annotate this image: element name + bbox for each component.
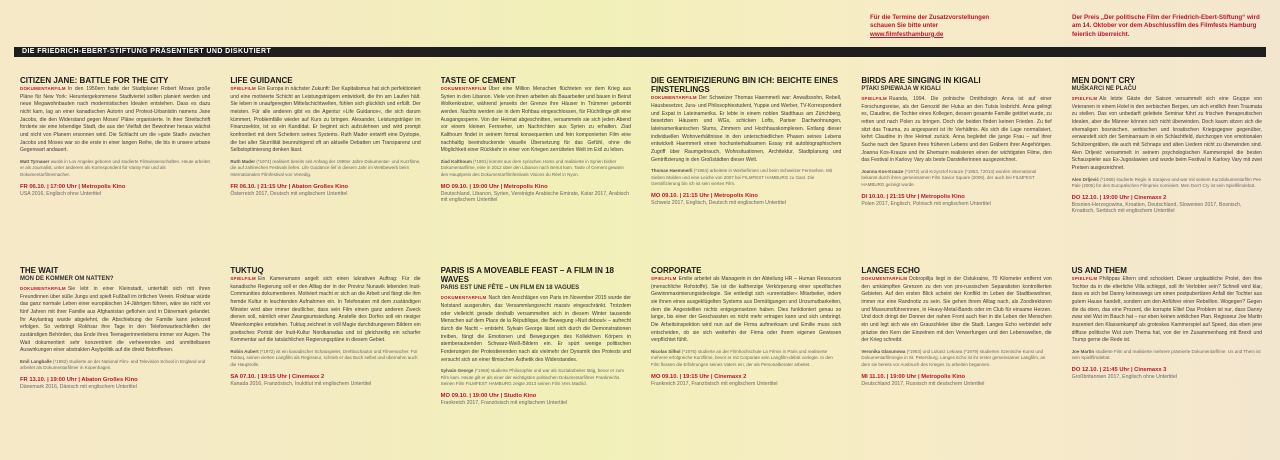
film-description (651, 95, 841, 164)
film-description-text: Sie lebt in einer Kleinstadt, unterhält sich mit ihren Freundinnen über süße Jungs und spielt Fußball im örtlichen Verein. Rokhsar würde das ganz normale Leben einer europäischen 14-Jährigen führen, wäre sie nicht vor fünf Jahren mit ihrer Familie aus Afghanistan geflohen und in Dänemark gelandet. Ihr Asylantrag wurde abgelehnt, die Abschiebung der Familie kann jederzeit erfolgen. So verbringt Rokhsar ihre Tage in den Telefonwarteschleifen der zuständigen Behörden, das Ende ihres Teenagerinnenlebens immer vor Augen. The Wait dokumentiert sehr konzentriert die verheerenden und unmittelbaren Auswirkungen einer abstrakten Asylpolitik auf die direkt Betroffenen. (20, 286, 211, 354)
director-name: Sylvain George (440, 368, 474, 374)
screening-time: MO 09.10. | 21:15 Uhr | Metropolis Kino (650, 192, 758, 199)
film-title: PARIS IS A MOVEABLE FEAST – A FILM IN 18 WAVES (440, 266, 615, 285)
film-entry (1072, 76, 1264, 262)
director-name: Emil Langballe (20, 358, 52, 364)
screening-time: DI 10.10. | 21:15 Uhr | Metropolis Kino (861, 193, 965, 200)
director-name: Ruth Mader (230, 158, 256, 164)
screening-time: FR 06.10. | 17:00 Uhr | Metropolis Kino (20, 183, 126, 190)
director-bio-text: studierte Film und realisierte mehrere prämierte Dokumentarfilme. Us and Them ist sein Spielfilmdebüt. (1071, 348, 1261, 361)
director-name: Robin Aubert (230, 348, 259, 354)
film-info: Deutschland, Libanon, Syrien, Vereinigte Arabische Emirate, Katar 2017, Arabisch mit englischem Untertitel (440, 190, 629, 203)
film-entry (861, 76, 1053, 262)
film-description-text: Als letzte Gäste der Saison versammelt sich eine Gruppe von Veteranen in einem Hotel in den serbischen Bergen, um sich endlich ihren Traumata zu stellen. Das von unbedarft geleitete Seminar führt zu frischen therapeutischen Idealen, aber die Männer können sich nicht überwinden. Doch kaum sitzen sich die ehemaligen bosnischen, serbischen und kroatischen Kriegsgegner gegenüber, verwandelt sich der Seminarraum in ein Schlachtfeld, durchzogen von emotionalen Schützengräben, die auch mit Schnaps und alten Liedern nicht zu überwinden sind. Alen Drljević versammelt in seinem psychologischen Kammerspiel die besten Schauspieler aus Ex-Jugoslawien und wurde beim Festival in Karlovy Vary mit zwei Preisen ausgezeichnet. (1071, 96, 1262, 171)
screening-time: MO 09.10. | 19:00 Uhr | Metropolis Kino (440, 183, 548, 190)
director-bio-text: (*1972) ist ein kanadischer Schauspieler, Drehbuchautor und Filmemacher. Für Tuktuq, seinen vierten Langfilm als Regisseur, schrieb er das Buch selbst und übernahm auch die Hauptrolle. (230, 348, 418, 367)
film-description (1072, 276, 1262, 345)
film-subtitle: PARIS EST UNE FÊTE – UN FILM EN 18 VAGUES (440, 285, 580, 292)
film-entry (20, 76, 212, 262)
film-description (20, 86, 210, 155)
director-bio-text: (*1968) studierte Philosophie und war als Sozialarbeiter tätig, bevor er zum Film kam. Heute gilt er als einer der wichtigsten politischen Dokumentarfilmer Frankreichs. Seinen Film FILMFEST HAMBURG zeigte 2013 seinen Film Vers Madrid. (440, 368, 625, 387)
director-bio-text: (*1982) studierte an der National Film- and Television School in England und arbeitet als Dokumentarfilmer in Kopenhagen. (20, 358, 206, 371)
film-title: CORPORATE (650, 266, 702, 275)
film-description (441, 295, 631, 364)
film-description-text: Ein Europa in nächster Zukunft: Der Kapitalismus hat sich perfektioniert und eine motivierte Schicht an Leistungsträgern entwickelt, die ihn am Laufen hält. Sie leben in unaufgeregten Mittelschichtwelten, fühlen sich glücklich und erfüllt. Der meisten. Für alle anderen gibt es die Agentur »Life Guidance«, die sich darum kümmert, Problemfälle wieder auf Kurs zu bringen. Alexander, Leistungsträger im Finanzsektor, ist so ein Kandidat. Er beginnt sich aufzulehnen und wird prompt konfrontiert mit dem Scheitern seines Systems. Ruth Mader entwirft eine Dystopie, die bei aller Skurrilität beunruhigend oft an aktuelle Debatten um Transparenz und Selbstoptimierung denken lässt. (230, 86, 421, 154)
film-title: TUKTUQ (230, 266, 264, 275)
notice-line: Für die Termine der Zusatzvorstellungen (870, 14, 990, 21)
film-title: LIFE GUIDANCE (230, 76, 293, 85)
film-description-text: Über eine Million Menschen flüchteten vor dem Krieg aus Syrien in den Libanon. Viele von ihnen arbeiten als Bauarbeiter und bauen in Beirut Wolkenkratzer, während jenseits der Grenze ihre Häuser in Trümmer gebombt werden. Nachts werden sie in dem Rohbau eingeschlossen, für Flüchtlinge gilt eine Ausgangssperre. Von der Heimat abgeschnitten, versammeln sie sich jeden Abend vor einem kleinen Fernseher, um Nachrichten aus Syrien zu erhalten. Ziad Kalthoum findet in seinem formal konsequenten und fein komponierten Film eine nachhaltig beeindruckende visuelle Übersetzung für das Gefühl, ohne die Möglichkeit einer Rückkehr in einer von Kriegen zerrütteten Welt im Exil zu leben. (440, 86, 631, 154)
director-name: Ziad Kalthoum (440, 158, 472, 164)
film-title: US AND THEM (1071, 266, 1127, 275)
screening-time: MO 09.10. | 19:00 Uhr | Studio Kino (440, 392, 537, 399)
film-entry (441, 266, 633, 452)
film-genre: DOKUMENTARFILM (440, 86, 487, 92)
film-genre: DOKUMENTARFILM (20, 86, 66, 92)
film-subtitle: MON DE KOMMER OM NATTEN? (20, 276, 114, 283)
director-bio (651, 168, 841, 188)
director-name: Veronika Glasunowa (861, 348, 906, 354)
film-entry (861, 266, 1053, 452)
film-genre: DOKUMENTARFILM (20, 286, 66, 292)
film-genre: DOKUMENTARFILM (861, 276, 908, 282)
director-bio (1072, 349, 1262, 362)
film-description (230, 276, 420, 345)
film-info: Frankreich 2017, Französisch mit englischem Untertitel (650, 380, 778, 387)
notice-text: Der Preis „Der politische Film der Friedrich-Ebert-Stiftung“ wird am 14. Oktober vor dem Abschlussfilm des Filmfests Hamburg feierlich überreicht. (1072, 14, 1260, 38)
director-name: Matt Tyrnauer (20, 158, 50, 164)
screening-time: MO 09.10. | 19:15 Uhr | Cinemaxx 2 (650, 373, 747, 380)
film-genre: DOKUMENTARFILM (440, 295, 487, 301)
film-info: Schweiz 2017, Englisch, Deutsch mit englischem Untertitel (650, 199, 786, 206)
director-bio-text: (*1964) arbeitete in Werbefirmen und beim Schweizer Fernsehen. Mit Sieben Mulden und eine Leiche von 2007 bei FILMFEST HAMBURG zu Gast. Die Gentrifizierung bin ich ist sein viertes Film. (650, 168, 832, 187)
screening-time: MI 11.10. | 19:00 Uhr | Metropolis Kino (861, 373, 966, 380)
film-info: Deutschland 2017, Russisch mit deutschem Untertitel (861, 380, 985, 387)
director-bio-text: (*1972) und Krzysztof Krauze (*1953, †2014) wurden international bekannt durch ihren gemeinsamen Film Savior Square (2006), der auch bei FILMFEST HAMBURG gezeigt wurde. (861, 168, 1037, 187)
film-description (441, 86, 631, 155)
film-subtitle: PTAKI SPIEWAJA W KIGALI (861, 86, 941, 93)
notice-award (1072, 14, 1262, 39)
screening-time: DO 12.10. | 19:00 Uhr | Cinemaxx 2 (1071, 194, 1167, 201)
film-title: THE WAIT (20, 266, 59, 275)
director-bio (441, 368, 631, 388)
screening-time: FR 13.10. | 19:00 Uhr | Abaton Großes Kino (20, 376, 138, 383)
screening-time: DO 12.10. | 21:45 Uhr | Cinemaxx 3 (1071, 366, 1167, 373)
director-bio-text: (*1976) studierte an der Filmhochschule La Fémis in Paris und realisierte mehrere erfolgreiche Kurzfilme, bevor er mit Corporate sein Langfilm-debüt vorlegte. In den Film flossen die Erfahrungen seines Vaters ein, der als Personalberater arbeitet. (650, 348, 833, 367)
film-genre: SPIELFILM (861, 96, 887, 102)
director-bio (20, 359, 210, 372)
director-bio (230, 159, 420, 179)
director-name: Joe Martin (1071, 348, 1095, 354)
film-description-text: Dobropillja liegt in der Ostukraine, 70 Kilometer entfernt von den umkämpften Grenzen zu den von pro-russischen Separatisten kontrollierten Gebieten. Auf den ersten Blick scheint der Konflikt im Leben der Stadtbewohner, immer nur eine Randnotiz zu sein. Sie gehen ihrem Alltag nach, als Zoodirektoren und Museumsführerinnen, in Heavy-Metal-Bands oder im Club für einsame Herzen. Und doch dringt der Donner der nahen Front auch hier in die Leben der Menschen ein und legt sich wie ein Grauschleier über die Stadt. Langes Echo verbindet sehr präzise den Kern der Einzelnen mit den Verwerfungen und den Lebenswelten, die der Krieg schreibt. (861, 276, 1052, 344)
director-bio-text: (*1974) realisiert bereits seit Anfang der 1990er Jahre Dokumentar- und Kurzfilme, die auf zahlreichen Festivals liefen. Life Guidance lief in diesem Jahr im Wettbewerb beim Internationalen Filmfestival von Venedig. (230, 158, 421, 177)
director-bio-text: (*1981) kommt aus dem syrischen Homs und realisierte in Syrien bisher Dokumentarfilme, eine in 2012 über den Libanon nach Beirut kam. Taste of Cement gewann den Hauptpreis des Dokumentarfilmfestivals Visions du Réel in Nyon. (440, 158, 624, 177)
notice-extra-screenings (870, 14, 1060, 39)
film-description-text: Nach den Anschlägen von Paris im November 2015 wurde der Notstand ausgerufen, das Versammlungsrecht massiv eingeschränkt. Trotzdem oder vielleicht gerade deshalb versammelten sich in diesem Winter tausende Menschen auf dem Place de la République, die Bewegung »Nuit debout« – aufrecht durch die Nacht – entsteht. Sylvain George lässt sich durch die Demonstrationen treiben, fängt die Emotionen und Bewegungen des Kollektiven Körpers in atemberaubenden Schwarz-Weiß-Bildern ein. Er spürt wenige politischen Forderungen der Protestierenden nach als vielmehr der Dynamik des Protests und versucht sich an einer filmischen Ästhetik des Widerstandes. (440, 295, 631, 363)
film-genre: SPIELFILM (230, 276, 256, 282)
film-description-text: In den 1950ern hatte der Stadtplaner Robert Moses große Pläne für New York: Heruntergekommene Stadtviertel sollten planiert werden und neue Megawohnbauten nach modernistischen Idealen entstehen. Dass es dazu nicht kam, lag an einer kanadischen Autorin und Protest-Urbanistin namens Jane Jacobs, die den Widerstand gegen Moses' Pläne organisierte. In ihrer Streitschrift forderte sie eine lebendige Stadt, die aus der Vielfalt der Bewohner heraus wächst und nicht von Planern ersonnen wird. Die Schlacht um die »gute Stadt« zwischen Jacobs und Moses war so die erste in einer langen Reihe, die bis in unsere urbane Gegenwart andauert. (20, 86, 211, 154)
film-info: Bosnien-Herzegowina, Kroatien, Deutschland, Slowenien 2017, Bosnisch, Kroatisch, Serbisch mit englischem Untertitel (1071, 201, 1242, 214)
film-genre: SPIELFILM (1071, 276, 1098, 282)
director-bio (1072, 177, 1262, 190)
film-entry (1072, 266, 1264, 452)
film-description (20, 286, 210, 355)
film-title: CITIZEN JANE: BATTLE FOR THE CITY (20, 76, 169, 85)
film-description (651, 276, 841, 345)
director-bio (230, 349, 420, 369)
film-title: TASTE OF CEMENT (440, 76, 516, 85)
film-description-text: Der Schweizer Thomas Haemmerli war: Anwaltssohn, Rebell, Hausbesetzer, Jura- und Philosophiestudent, Yuppie und Werber, TV-Korrespondent und Expat in Lateinamerika. Er lebte in einem noblen Stadthaus am Zürichberg, besetzten Häusern und WGs, schicken Lofts, Pariser Dachwohnungen, lateinamerikanischen Slums, Zimmern und Hochhauskomplexen. Entlang dieser individuellen Wohnverhältnisse in den unterschiedlichen Phasen seines Lebens entwickelt Haemmerli einen hochunterhaltsamen Essay mit autobiographischem Zugriff über Raumgebrauch, Wohnsituationen, Architektur, Stadtplanung und Gentrifizierung in den Großstädten dieser Welt. (650, 95, 842, 163)
film-info: Kanada 2016, Französisch, Inuktitut mit englischem Untertitel (230, 380, 372, 387)
film-subtitle: MUŠKARCI NE PLAČU (1071, 86, 1137, 93)
film-genre: DOKUMENTARFILM (650, 95, 697, 101)
film-description (230, 86, 420, 155)
film-description-text: Ruanda, 1994. Die polnische Ornithologin Anna ist auf einer Forschungsreise, als der Genozid der Hutus an den Tutsis losbricht. Anna gelingt es, Claudine, die Tochter eines Kollegen, dessen gesamte Familie getötet wurde, zu retten und nach Polen zu bringen. Doch die beiden finden keinen Frieden. Zu tief sitzt das Trauma, zu angespannt ist ihr Verhältnis. Als sich die Lage normalisiert, kehrt Claudine in ihre Heimat zurück. Anna begleitet die junge Frau – auf ihrer Suche nach den Spuren ihres früheren Lebens und den Gräbern ihrer Angehörigen. Joanna Kos-Krauze und ihr Ehemann realisieren einen der wichtigsten Filme, den das Festival in Karlovy Vary als beste Darstellerinnen ausgezeichnet. (861, 96, 1052, 164)
film-genre: SPIELFILM (230, 86, 256, 92)
film-title: MEN DON'T CRY (1071, 76, 1136, 85)
director-bio (651, 349, 841, 369)
film-entry (20, 266, 212, 452)
director-bio (441, 159, 631, 179)
film-info: Großbritannien 2017, Englisch ohne Untertitel (1071, 373, 1177, 380)
film-genre: SPIELFILM (1071, 96, 1098, 102)
film-title: DIE GENTRIFIZIERUNG BIN ICH: BEICHTE EINES FINSTERLINGS (650, 76, 839, 95)
director-name: Alen Drljević (1071, 176, 1099, 182)
screening-time: SA 07.10. | 19:15 Uhr | Cinemaxx 2 (230, 373, 325, 380)
director-name: Thomas Haemmerli (650, 168, 693, 174)
film-entry (651, 76, 843, 262)
director-name: Joanna Kos-Krauze (861, 168, 904, 174)
film-info: Dänemark 2016, Dänisch mit englischem Untertitel (20, 383, 137, 390)
director-bio (861, 169, 1051, 189)
director-bio (861, 349, 1051, 369)
film-info: Frankreich 2017, Französisch mit englischem Untertitel (440, 399, 568, 406)
director-bio-text: (*1983) und Lukasz Lekowa (*1979) studierten Szenische Kunst und Dokumentarfilmregie in St. Petersburg. Langes Echo ist ihr erster gemeinsamer Langfilm, an dem sie bereits vor Ausbruch des Krieges zu arbeiten begannen. (861, 348, 1046, 367)
film-title: LANGES ECHO (861, 266, 920, 275)
film-entry (441, 76, 633, 262)
film-info: Polen 2017, Englisch, Polnisch mit englischem Untertitel (861, 200, 991, 207)
film-info: Österreich 2017, Deutsch mit englischem Untertitel (230, 190, 348, 197)
film-title: BIRDS ARE SINGING IN KIGALI (861, 76, 981, 85)
film-description-text: Philippas Eltern sind schockiert. Dieser unglaubliche Prolet, den ihre Tochter da in die elterliche Villa schleppt, soll ihr Verlobter sein? Schnell wird klar, dass es sich bei Danny keineswegs um einen postpubertären Anfall der Tochter aus gutem Hause handelt, sondern um den Anführer einer Rebellion. Wogegen? Gegen die da oben, das eine Prozent, die korrupte Elite! Das Problem ist nur, dass Danny zwar viel Wut im Bauch hat – nur eben keinen wirklichen Plan. Regisseur Joe Martin inszeniert den Klassenkampf als groteskes Kammerspiel auf Speed, das eben jene diffuse politische Wut zum Thema hat, von der im Zusammenhang mit Brexit und Trump gerne die Rede ist. (1071, 276, 1262, 344)
film-description-text: Emilie arbeitet als Managerin in der Abteilung HR – Human Resources (menschliche Rohstoffe). Sie ist die kaltherzige Verkörperung einer spezifischen Gewinnmaximierungsideologie. Sie entledigt sich »unrentabler« Mitarbeiter, indem sie ihnen eines ausgeklügelten Systems aus Demütigungen und Unzumutbarkeiten, dem die Angestellten nichts entgegensetzen haben. Dies funktioniert genau so lange, bis einer der Geschassten es nicht mehr ertragen kann und sich umbringt. Die Arbeitsinspektion wird nun auf die Firma aufmerksam und Emilie muss sich entscheiden, ob sie sich weiterhin der Firma oder ihrem eigenen Gewissen verpflichtet fühlt. (650, 276, 842, 344)
film-description-text: Ein Kameramann angelt sich einen lukrativen Auftrag: Für die kanadische Regierung soll er den Alltag der in der Provinz Nunavik lebenden Inuit-Communities dokumentieren. Motiviert macht er sich an die Arbeit und fängt die ihm fremde Kultur in leuchtenden Aufnahmen ein. In Telefonaten mit dem zuständigen Minister wird aber immer deutlicher, dass sein Film einem ganz anderen Zweck dienen soll, nämlich einer Zwangsumsiedlung. Anstelle des Dorfes soll ein riesiger Minenkomplex entstehen. Tuktuq zeichnet in voll Magie durchdrungenen Bildern ein poetisches Porträt der Inuit-Kultur Nordkanadas und ist gleichzeitig ein scharfer Kommentar auf die tatsächlichen Regierungspläne in diesem Gebiet. (230, 276, 421, 344)
website-link[interactable]: www.filmfesthamburg.de (870, 30, 944, 38)
screening-time: FR 06.10. | 21:15 Uhr | Abaton Großes Kino (230, 183, 349, 190)
director-bio (20, 159, 210, 179)
film-entry (230, 266, 422, 452)
director-bio-text: wurde in Los Angeles geboren und studierte Filmwissenschaften. Heute arbeitet er als Journalist, unter anderem als Korrespondent für Vanity Fair und als Dokumentarfilmemacher. (20, 158, 210, 177)
film-info: USA 2016, Englisch ohne Untertitel (20, 190, 102, 197)
notice-line: schauen Sie bitte unter (870, 22, 939, 30)
film-entry (230, 76, 422, 262)
film-genre: SPIELFILM (650, 276, 677, 282)
film-description (861, 96, 1051, 165)
director-name: Nicolas Silhol (650, 348, 681, 354)
film-entry (651, 266, 843, 452)
page-banner: DIE FRIEDRICH-EBERT-STIFTUNG PRÄSENTIERT UND DISKUTIERT (14, 47, 1266, 57)
director-bio-text: (*1968) studierte Regie in Sarajevo und war mit seinem Kurzdokumentarfilm Pee Pale (2005) für den Europäischen Filmpreis nominiert. Men Don't Cry ist sein Spielfilmdebüt. (1071, 176, 1262, 189)
film-description (861, 276, 1051, 345)
film-grid (20, 76, 1264, 456)
film-description (1072, 96, 1262, 172)
